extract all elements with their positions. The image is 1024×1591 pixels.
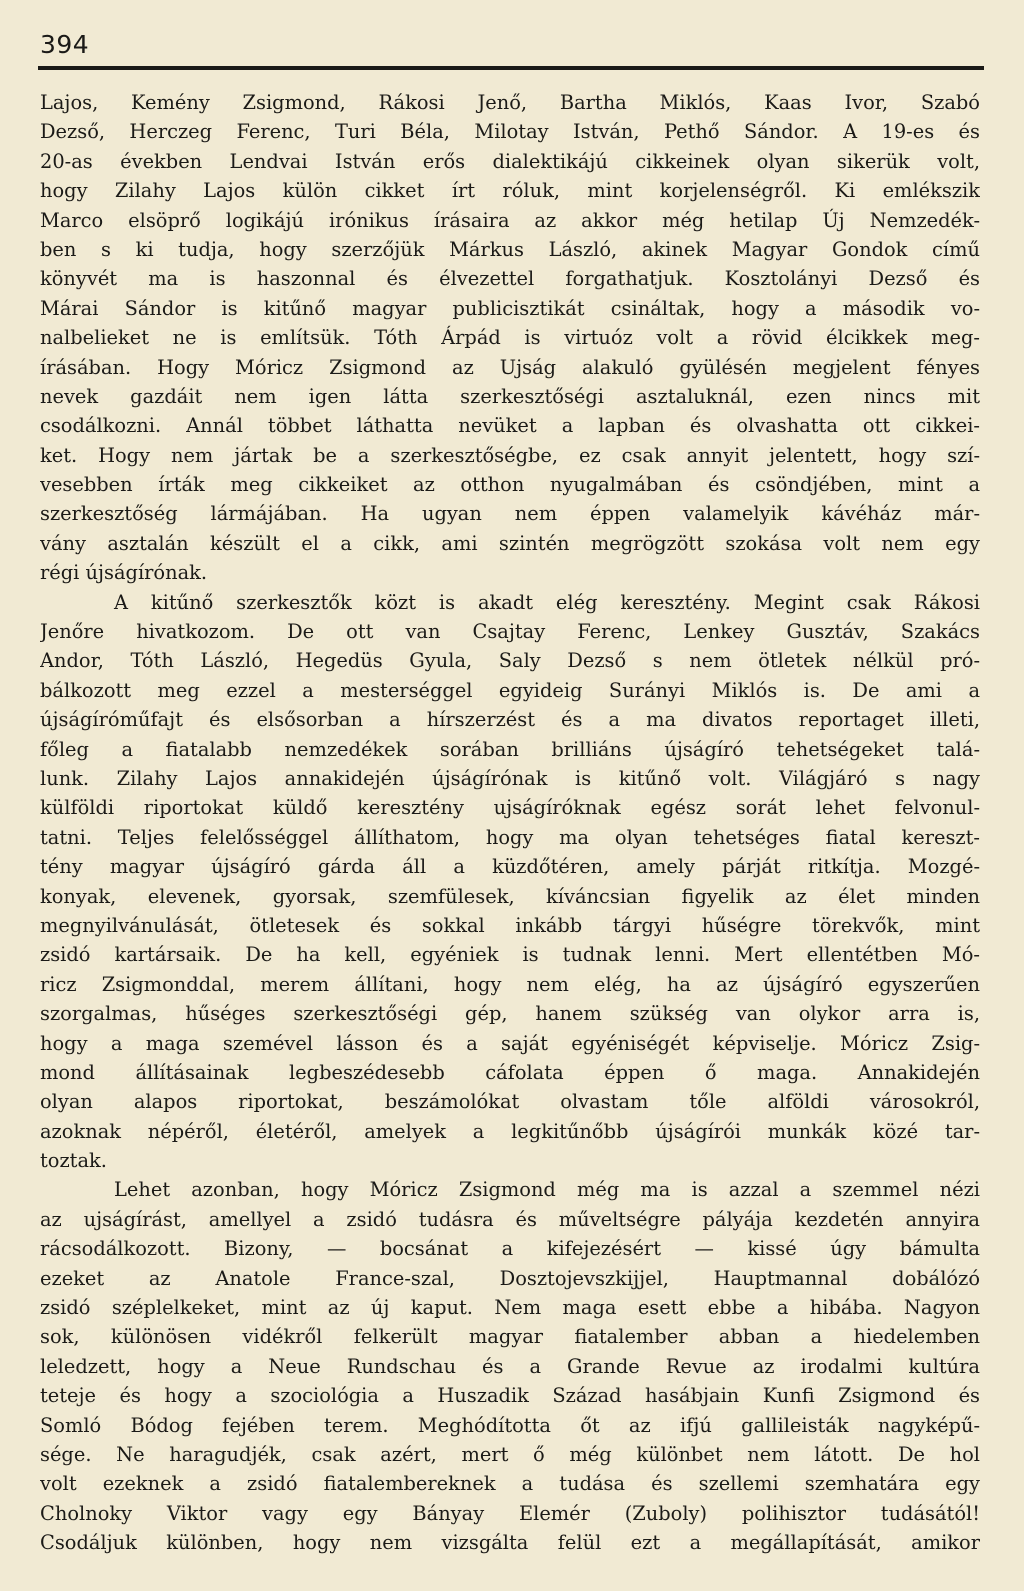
text-line-wrapper xyxy=(40,1440,980,1469)
text-line-wrapper xyxy=(40,646,980,675)
text-line-wrapper xyxy=(40,264,980,293)
text-line: megnyilvánulását, ötletesek és sokkal inkább tárgyi hűségre törekvők, mint xyxy=(40,913,980,937)
text-line-wrapper xyxy=(40,617,980,646)
text-line-wrapper xyxy=(40,147,980,176)
text-line-wrapper xyxy=(40,176,980,205)
header-rule xyxy=(38,66,984,70)
text-line: A kitűnő szerkesztők közt is akadt elég keresztény. Megint csak Rákosi xyxy=(114,590,980,614)
text-line: vesebben írták meg cikkeiket az otthon nyugalmában és csöndjében, mint a xyxy=(40,473,980,497)
text-line: olyan alapos riportokat, beszámolókat olvastam tőle alföldi városokról, xyxy=(40,1090,980,1114)
text-line-wrapper xyxy=(40,1528,980,1557)
text-line: Andor, Tóth László, Hegedüs Gyula, Saly Dezső s nem ötletek nélkül pró- xyxy=(40,649,980,673)
text-line-wrapper xyxy=(40,529,980,558)
text-line: Cholnoky Viktor vagy egy Bányay Elemér (Zuboly) polihisztor tudásától! xyxy=(40,1501,980,1525)
text-line: tény magyar újságíró gárda áll a küzdőtéren, amely párját ritkítja. Mozgé- xyxy=(40,855,980,879)
text-line-wrapper xyxy=(40,323,980,352)
text-line: főleg a fiatalabb nemzedékek sorában brilliáns újságíró tehetségeket talá- xyxy=(40,737,980,761)
text-line-wrapper xyxy=(40,470,980,499)
text-line: szerkesztőség lármájában. Ha ugyan nem éppen valamelyik kávéház már- xyxy=(40,502,980,526)
text-line: ricz Zsigmonddal, merem állítani, hogy nem elég, ha az újságíró egyszerűen xyxy=(40,972,980,996)
text-line-wrapper xyxy=(40,676,980,705)
text-line: ket. Hogy nem jártak be a szerkesztőségbe, ez csak annyit jelentett, hogy szí- xyxy=(40,443,980,467)
text-line-wrapper xyxy=(40,206,980,235)
text-line: régi újságírónak. xyxy=(40,561,208,585)
text-line: zsidó széplelkeket, mint az új kaput. Nem maga esett ebbe a hibába. Nagyon xyxy=(40,1296,980,1320)
text-line: hogy Zilahy Lajos külön cikket írt róluk, mint korjelenségről. Ki emlékszik xyxy=(40,179,980,203)
text-line: rácsodálkozott. Bizony, — bocsánat a kifejezésért — kissé úgy bámulta xyxy=(40,1237,980,1261)
text-line: toztak. xyxy=(40,1149,107,1173)
text-line-wrapper xyxy=(40,1469,980,1498)
text-line-wrapper xyxy=(40,1264,980,1293)
text-line: teteje és hogy a szociológia a Huszadik Század hasábjain Kunfi Zsigmond és xyxy=(40,1384,980,1408)
text-line-wrapper xyxy=(40,940,980,969)
text-line-wrapper xyxy=(40,764,980,793)
text-line: Márai Sándor is kitűnő magyar publicisztikát csináltak, hogy a második vo- xyxy=(40,296,980,320)
text-line-wrapper xyxy=(40,1234,980,1263)
text-line-wrapper xyxy=(40,705,980,734)
text-line: hogy a maga szemével lásson és a saját egyéniségét képviselje. Móricz Zsig- xyxy=(40,1031,980,1055)
text-line: sok, különösen vidékről felkerült magyar fiatalember abban a hiedelemben xyxy=(40,1325,980,1349)
text-line: leledzett, hogy a Neue Rundschau és a Grande Revue az irodalmi kultúra xyxy=(40,1354,980,1378)
text-line: írásában. Hogy Móricz Zsigmond az Ujság alakuló gyülésén megjelent fényes xyxy=(40,355,980,379)
text-line-wrapper xyxy=(40,970,980,999)
text-line-wrapper xyxy=(40,382,980,411)
text-line: Lehet azonban, hogy Móricz Zsigmond még ma is azzal a szemmel nézi xyxy=(114,1178,980,1202)
text-line-wrapper xyxy=(40,1322,980,1351)
text-line-wrapper xyxy=(40,1175,980,1204)
text-line: nalbelieket ne is említsük. Tóth Árpád is virtuóz volt a rövid élcikkek meg- xyxy=(40,326,980,350)
text-line-wrapper xyxy=(40,1381,980,1410)
text-line-wrapper xyxy=(40,1117,980,1146)
text-line-wrapper xyxy=(40,1205,980,1234)
text-line-wrapper xyxy=(40,999,980,1028)
text-line-wrapper xyxy=(40,499,980,528)
text-line: az ujságírást, amellyel a zsidó tudásra és műveltségre pályája kezdetén annyira xyxy=(40,1207,980,1231)
text-line-wrapper xyxy=(40,588,980,617)
text-line-wrapper xyxy=(40,411,980,440)
text-line-wrapper xyxy=(40,911,980,940)
text-line: könyvét ma is haszonnal és élvezettel forgathatjuk. Kosztolányi Dezső és xyxy=(40,267,980,291)
text-line: bálkozott meg ezzel a mesterséggel egyideig Surányi Miklós is. De ami a xyxy=(40,678,980,702)
text-line-wrapper xyxy=(40,1293,980,1322)
text-line-wrapper xyxy=(40,1411,980,1440)
text-line: szorgalmas, hűséges szerkesztőségi gép, hanem szükség van olykor arra is, xyxy=(40,1002,980,1026)
text-line-wrapper xyxy=(40,852,980,881)
text-line-wrapper xyxy=(40,1058,980,1087)
text-line: Lajos, Kemény Zsigmond, Rákosi Jenő, Bartha Miklós, Kaas Ivor, Szabó xyxy=(40,91,980,114)
text-line-wrapper xyxy=(40,1029,980,1058)
text-line-wrapper xyxy=(40,1352,980,1381)
text-line: ben s ki tudja, hogy szerzőjük Márkus László, akinek Magyar Gondok című xyxy=(40,237,980,261)
text-line: újságíróműfajt és elsősorban a hírszerzést és a ma divatos reportaget illeti, xyxy=(40,708,980,732)
text-line: ezeket az Anatole France-szal, Dosztojevszkijjel, Hauptmannal dobálózó xyxy=(40,1266,980,1290)
text-line-wrapper xyxy=(40,88,980,117)
page-number: 394 xyxy=(40,30,90,59)
text-line-wrapper xyxy=(40,353,980,382)
text-line: Csodáljuk különben, hogy nem vizsgálta felül ezt a megállapítását, amikor xyxy=(40,1531,980,1555)
text-line: sége. Ne haragudjék, csak azért, mert ő még különbet nem látott. De hol xyxy=(40,1442,980,1466)
text-line-wrapper xyxy=(40,441,980,470)
text-line-wrapper xyxy=(40,558,980,587)
body-text xyxy=(40,88,980,1558)
text-line-wrapper xyxy=(40,117,980,146)
text-line-wrapper xyxy=(40,735,980,764)
text-line: nevek gazdáit nem igen látta szerkesztőségi asztaluknál, ezen nincs mit xyxy=(40,384,980,408)
text-line: külföldi riportokat küldő keresztény ujságíróknak egész sorát lehet felvonul- xyxy=(40,796,980,820)
text-line: 20-as években Lendvai István erős dialektikájú cikkeinek olyan sikerük volt, xyxy=(40,149,980,173)
text-line-wrapper xyxy=(40,793,980,822)
text-line: Marco elsöprő logikájú irónikus írásaira az akkor még hetilap Új Nemzedék- xyxy=(40,208,980,232)
text-line: Dezső, Herczeg Ferenc, Turi Béla, Milotay István, Pethő Sándor. A 19-es és xyxy=(40,120,980,144)
text-line: zsidó kartársaik. De ha kell, egyéniek is tudnak lenni. Mert ellentétben Mó- xyxy=(40,943,980,967)
text-line: csodálkozni. Annál többet láthatta nevüket a lapban és olvashatta ott cikkei- xyxy=(40,414,980,438)
text-line: tatni. Teljes felelősséggel állíthatom, hogy ma olyan tehetséges fiatal kereszt- xyxy=(40,825,980,849)
text-line-wrapper xyxy=(40,823,980,852)
text-line-wrapper xyxy=(40,235,980,264)
text-line: vány asztalán készült el a cikk, ami szintén megrögzött szokása volt nem egy xyxy=(40,531,980,555)
text-line: lunk. Zilahy Lajos annakidején újságírónak is kitűnő volt. Világjáró s nagy xyxy=(40,766,980,790)
text-line: azoknak népéről, életéről, amelyek a legkitűnőbb újságírói munkák közé tar- xyxy=(40,1119,980,1143)
text-line-wrapper xyxy=(40,1499,980,1528)
text-line: Jenőre hivatkozom. De ott van Csajtay Ferenc, Lenkey Gusztáv, Szakács xyxy=(40,620,980,644)
text-line-wrapper xyxy=(40,1087,980,1116)
text-line: konyak, elevenek, gyorsak, szemfülesek, kíváncsian figyelik az élet minden xyxy=(40,884,980,908)
text-line-wrapper xyxy=(40,882,980,911)
text-line: mond állításainak legbeszédesebb cáfolata éppen ő maga. Annakidején xyxy=(40,1060,980,1084)
text-line-wrapper xyxy=(40,294,980,323)
text-line: Somló Bódog fejében terem. Meghódította őt az ifjú gallileisták nagyképű- xyxy=(40,1413,980,1437)
text-line: volt ezeknek a zsidó fiatalembereknek a tudása és szellemi szemhatára egy xyxy=(40,1472,980,1496)
text-line-wrapper xyxy=(40,1146,980,1175)
